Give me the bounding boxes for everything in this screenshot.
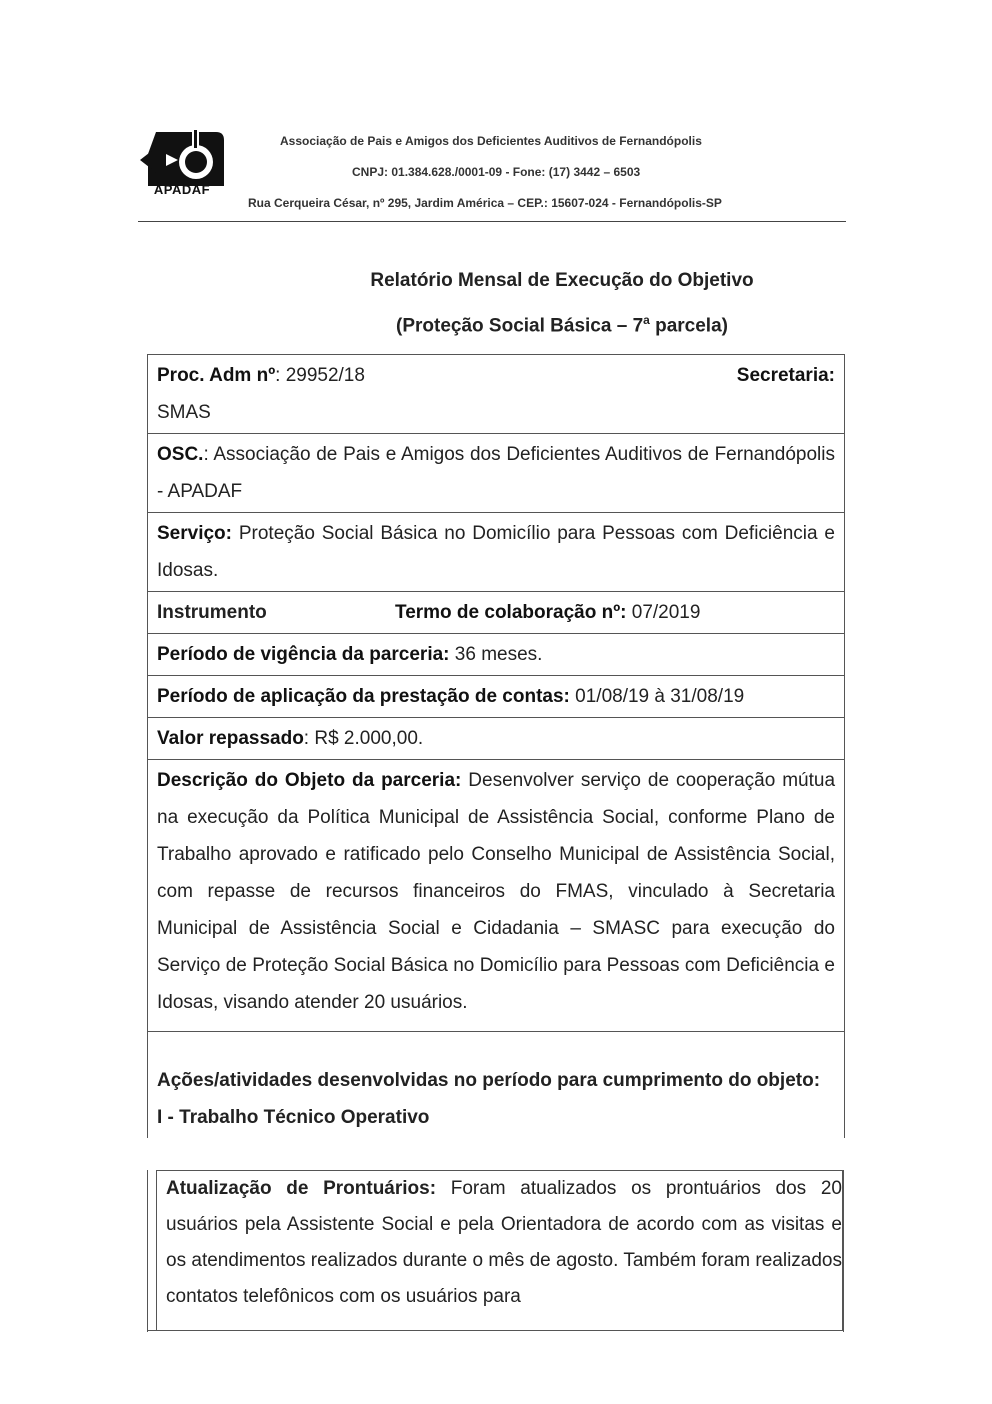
proc-value: : 29952/18: [275, 365, 365, 386]
valor-value: : R$ 2.000,00.: [303, 728, 424, 749]
proc-row: [148, 355, 844, 434]
header-divider: [138, 221, 846, 222]
termo-value: 07/2019: [626, 602, 701, 623]
aplicacao-label: Período de aplicação da prestação de contas:: [157, 686, 570, 707]
prontuarios-text: Foram atualizados os prontuários dos 20 usuários pela Assistente Social e pela Orientadora de acordo com as visitas e os atendimentos realizados durante o mês de agosto. Também foram realizados contatos telefônicos com os usuários para: [166, 1178, 842, 1307]
table-left-border: [147, 1170, 148, 1332]
descricao-value: Desenvolver serviço de cooperação mútua na execução da Política Municipal de Assistência Social, conforme Plano de Trabalho aprovado e ratificado pelo Conselho Municipal de Assistência Social, com repasse de recursos financeiros do FMAS, vinculado à Secretaria Municipal de Assistência Social e Cidadania – SMASC para execução do Serviço de Proteção Social Básica no Domicílio para Pessoas com Deficiência e Idosas, visando atender 20 usuários.: [157, 770, 836, 1013]
servico-label: Serviço:: [157, 523, 232, 544]
valor-label: Valor repassado: [157, 728, 304, 749]
org-cnpj: CNPJ: 01.384.628./0001-09 - Fone: (17) 3442 – 6503: [352, 165, 641, 179]
instrumento-label: Instrumento: [157, 602, 267, 623]
acoes-section: [148, 1032, 844, 1138]
report-subtitle: (Proteção Social Básica – 7$^a$ parcela): [396, 313, 728, 337]
secretaria-label: Secretaria:: [736, 365, 835, 386]
vigencia-row: [148, 634, 844, 676]
instrumento-row: [148, 592, 844, 634]
osc-row: [148, 434, 844, 513]
org-address: Rua Cerqueira César, nº 295, Jardim América – CEP.: 15607-024 - Fernandópolis-SP: [248, 196, 722, 210]
proc-label: Proc. Adm nº: [157, 365, 276, 386]
valor-row: [148, 718, 844, 760]
osc-label: OSC.: [157, 444, 204, 465]
report-table: [147, 354, 845, 1138]
servico-value: Proteção Social Básica no Domicílio para Pessoas com Deficiência e Idosas.: [157, 523, 835, 581]
section-title: I - Trabalho Técnico Operativo: [157, 1107, 430, 1128]
apadaf-logo-icon: [138, 124, 228, 210]
prontuarios-box: [156, 1170, 843, 1331]
descricao-label: Descrição do Objeto da parceria:: [157, 770, 462, 791]
aplicacao-row: [148, 676, 844, 718]
osc-value: : Associação de Pais e Amigos dos Deficientes Auditivos de Fernandópolis - APADAF: [157, 444, 835, 502]
letterhead: [138, 118, 846, 224]
table-right-border: [843, 1170, 844, 1332]
aplicacao-value: 01/08/19 à 31/08/19: [569, 686, 745, 707]
prontuarios-label: Atualização de Prontuários:: [166, 1178, 437, 1199]
vigencia-label: Período de vigência da parceria:: [157, 644, 450, 665]
vigencia-value: 36 meses.: [449, 644, 543, 665]
acoes-heading: Ações/atividades desenvolvidas no período para cumprimento do objeto:: [157, 1070, 821, 1091]
report-title: Relatório Mensal de Execução do Objetivo: [370, 270, 754, 291]
logo-text: APADAF: [153, 182, 211, 197]
servico-row: [148, 513, 844, 592]
descricao-row: [148, 760, 844, 1032]
secretaria-value: SMAS: [157, 402, 211, 423]
org-name: Associação de Pais e Amigos dos Deficientes Auditivos de Fernandópolis: [280, 134, 702, 148]
termo-label: Termo de colaboração nº:: [395, 602, 627, 623]
table-bottom-border: [147, 1330, 844, 1331]
